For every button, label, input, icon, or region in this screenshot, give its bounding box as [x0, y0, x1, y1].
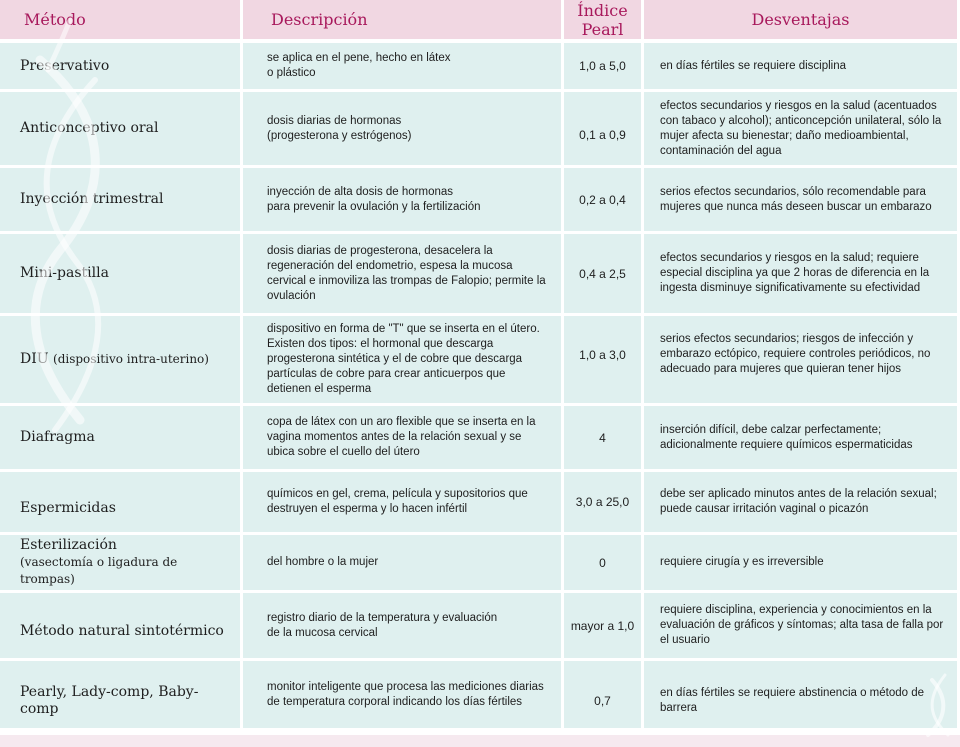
pearl-index-cell: 0,4 a 2,5	[564, 234, 644, 316]
disadvantages-cell	[644, 92, 960, 168]
description-cell	[243, 406, 564, 472]
method-cell	[0, 92, 243, 168]
method-cell	[0, 593, 243, 661]
header-pearl-index: Índice Pearl	[564, 0, 644, 43]
disadvantages-text: requiere disciplina, experiencia y conocimientos en la evaluación de gráficos y síntomas; alta tasa de falla por el usuario	[660, 604, 944, 646]
method-name: Método natural sintotérmico	[20, 623, 224, 639]
pearl-index-value: 0,7	[594, 693, 611, 708]
description-cell	[243, 472, 564, 535]
header-disadvantages: Desventajas	[644, 0, 960, 43]
description-text: inyección de alta dosis de hormonas para prevenir la ovulación y la fertilización	[267, 185, 481, 213]
table-row	[0, 406, 960, 472]
pearl-index-cell: 1,0 a 5,0	[564, 43, 644, 92]
disadvantages-cell	[644, 406, 960, 472]
pearl-index-cell: 0,2 a 0,4	[564, 168, 644, 234]
disadvantages-text: inserción difícil, debe calzar perfectamente; adicionalmente requiere químicos espermaticidas	[660, 423, 913, 451]
table-row	[0, 535, 960, 593]
description-text: registro diario de la temperatura y evaluación de la mucosa cervical	[267, 611, 498, 639]
table-row	[0, 661, 960, 731]
pearl-index-cell	[564, 661, 644, 731]
method-cell	[0, 661, 243, 731]
pearl-index-value: 1,0 a 3,0	[579, 347, 626, 362]
header-method: Método	[0, 0, 243, 43]
disadvantages-text: efectos secundarios y riesgos en la salud; requiere especial disciplina ya que 2 horas de diferencia en la ingesta disminuye significativamente su efectividad	[660, 252, 930, 294]
description-cell	[243, 316, 564, 406]
disadvantages-text: serios efectos secundarios, sólo recomendable para mujeres que nunca más deseen buscar un embarazo	[660, 185, 932, 213]
method-cell	[0, 472, 243, 535]
disadvantages-text: en días fértiles se requiere abstinencia o método de barrera	[660, 686, 925, 714]
pearl-index-cell: 3,0 a 25,0	[564, 472, 644, 535]
description-cell	[243, 593, 564, 661]
description-cell	[243, 43, 564, 92]
disadvantages-cell	[644, 472, 960, 535]
description-cell	[243, 92, 564, 168]
method-cell	[0, 168, 243, 234]
header-row	[0, 0, 960, 43]
pearl-index-cell	[564, 92, 644, 168]
description-cell	[243, 535, 564, 593]
table-row	[0, 472, 960, 535]
description-cell	[243, 661, 564, 731]
method-cell	[0, 535, 243, 593]
description-text: dosis diarias de hormonas (progesterona y estrógenos)	[267, 114, 412, 142]
table-row	[0, 234, 960, 316]
method-cell	[0, 316, 243, 406]
description-text: químicos en gel, crema, película y supositorios que destruyen el esperma y lo hacen infértil	[267, 488, 528, 515]
description-text: monitor inteligente que procesa las mediciones diarias de temperatura corporal indicando los días fértiles	[267, 680, 544, 708]
description-text: copa de látex con un aro flexible que se inserta en la vagina momentos antes de la relación sexual y se ubica sobre el cuello del útero	[267, 416, 536, 458]
disadvantages-cell	[644, 316, 960, 406]
header-description: Descripción	[243, 0, 564, 43]
pearl-index-cell	[564, 316, 644, 406]
disadvantages-cell	[644, 593, 960, 661]
method-name: DIU	[20, 351, 49, 367]
pearl-index-cell: mayor a 1,0	[564, 593, 644, 661]
method-cell	[0, 234, 243, 316]
disadvantages-cell	[644, 234, 960, 316]
method-note: (vasectomía o ligadura de trompas)	[20, 555, 178, 586]
disadvantages-cell	[644, 43, 960, 92]
table-row	[0, 168, 960, 234]
description-text: dosis diarias de progesterona, desacelera la regeneración del endometrio, espesa la mucosa cervical e inmoviliza las trompas de Falopio; permite la ovulación	[267, 244, 546, 302]
method-name: Pearly, Lady-comp, Baby-comp	[20, 683, 199, 717]
method-name: Inyección trimestral	[20, 191, 164, 207]
disadvantages-cell	[644, 168, 960, 234]
description-cell	[243, 234, 564, 316]
method-note: (dispositivo intra-uterino)	[53, 352, 209, 366]
description-text: del hombre o la mujer	[267, 556, 379, 568]
pearl-index-value: 0,1 a 0,9	[579, 127, 626, 142]
disadvantages-text: debe ser aplicado minutos antes de la relación sexual; puede causar irritación vaginal o picazón	[660, 488, 937, 515]
disadvantages-text: requiere cirugía y es irreversible	[660, 556, 824, 568]
table-row	[0, 43, 960, 92]
description-text: dispositivo en forma de "T" que se inserta en el útero. Existen dos tipos: el hormonal que descarga progesterona sintética y el de cobre que descarga partículas de cobre para crear anticuerpos que detienen el esperma	[267, 323, 540, 395]
bottom-strip	[0, 735, 960, 747]
method-name: Diafragma	[20, 429, 95, 445]
disadvantages-cell	[644, 661, 960, 731]
disadvantages-cell	[644, 535, 960, 593]
disadvantages-text: serios efectos secundarios; riesgos de infección y embarazo ectópico, requiere controles periódicos, no adecuado para mujeres que quieran tener hijos	[660, 333, 931, 375]
method-name: Mini-pastilla	[20, 265, 109, 281]
disadvantages-text: en días fértiles se requiere disciplina	[660, 59, 847, 72]
description-cell	[243, 168, 564, 234]
pearl-index-cell: 4	[564, 406, 644, 472]
table-row	[0, 92, 960, 168]
table-row	[0, 316, 960, 406]
method-name: Esterilización	[20, 537, 117, 553]
method-name: Espermicidas	[20, 499, 116, 516]
method-name: Anticonceptivo oral	[20, 120, 159, 136]
description-text: se aplica en el pene, hecho en látex o plástico	[267, 52, 451, 79]
disadvantages-text: efectos secundarios y riesgos en la salud (acentuados con tabaco y alcohol); anticoncepción unilateral, sólo la mujer afecta su bienestar; daño medioambiental, contaminación del agua	[660, 99, 942, 157]
method-cell	[0, 406, 243, 472]
pearl-index-cell: 0	[564, 535, 644, 593]
method-cell	[0, 43, 243, 92]
method-name: Preservativo	[20, 57, 110, 74]
table-row	[0, 593, 960, 661]
